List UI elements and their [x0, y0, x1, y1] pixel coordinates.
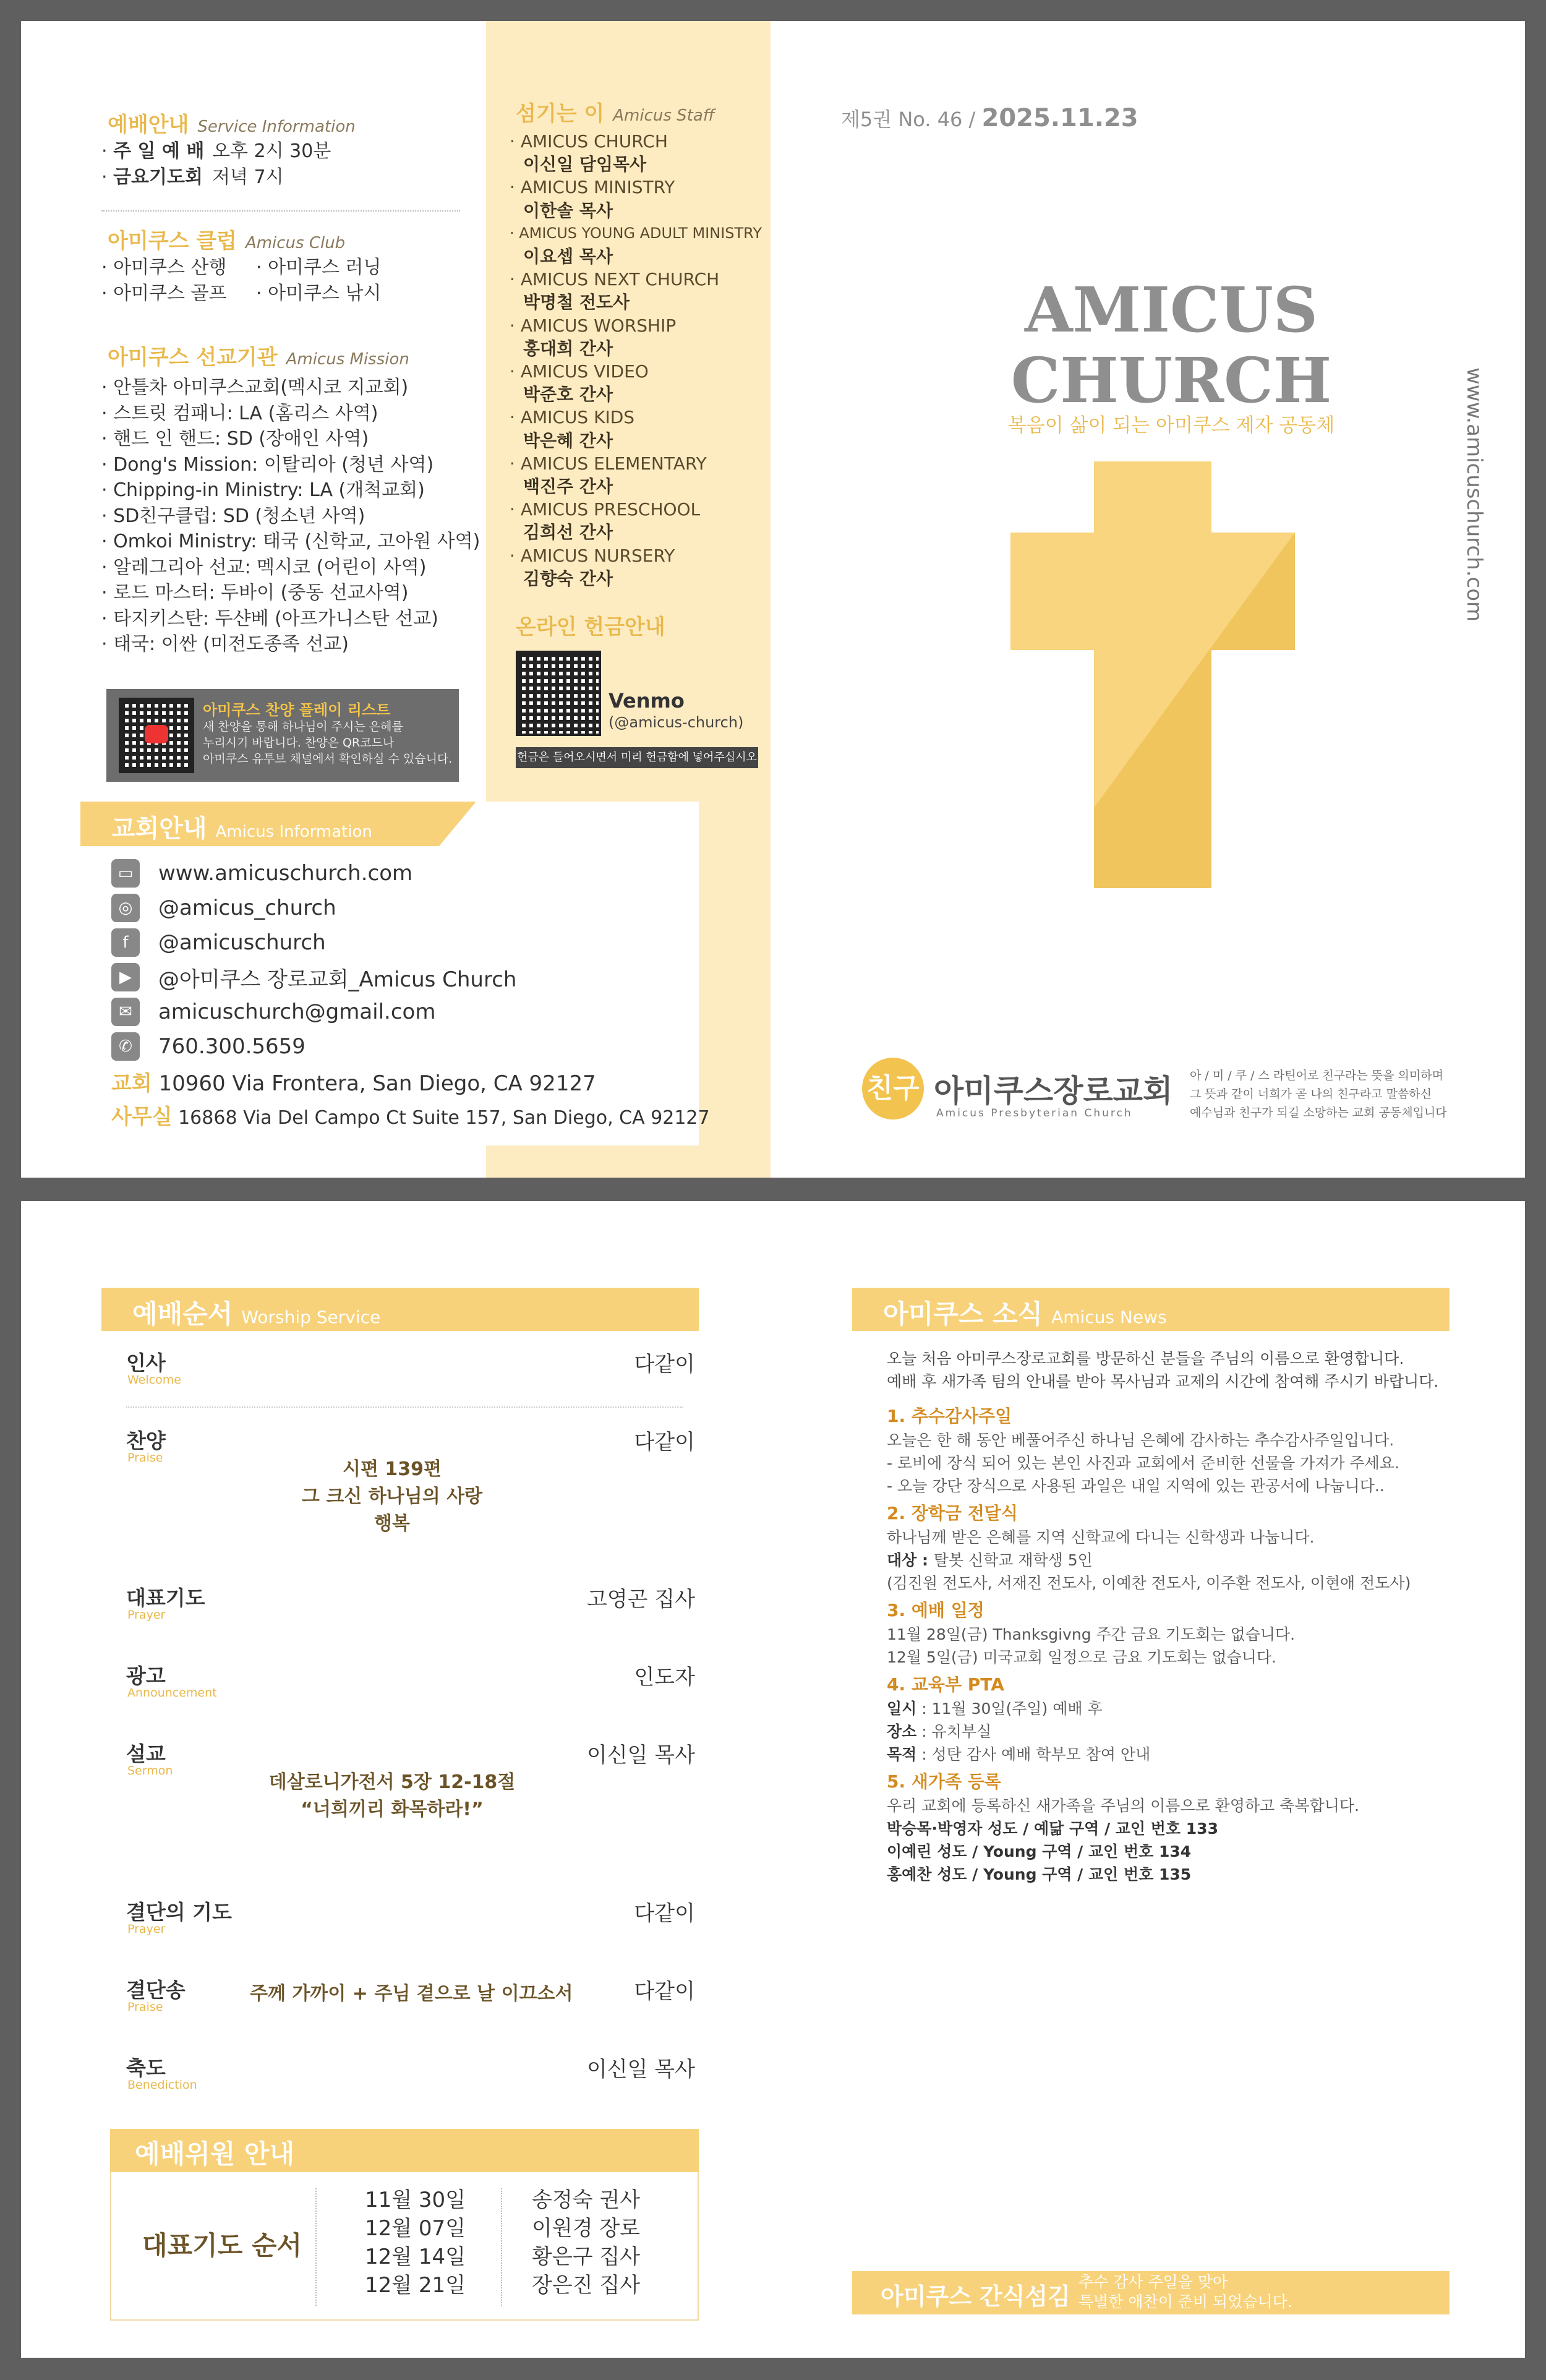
news-line: 12월 5일(금) 미국교회 일정으로 금요 기도회는 없습니다. [887, 1648, 1277, 1666]
staff-role: · AMICUS WORSHIP [510, 315, 677, 336]
news-line: 대상 : 탈봇 신학교 재학생 5인 [887, 1551, 1093, 1569]
news-line: - 오늘 강단 장식으로 사용된 과일은 내일 지역에 있는 관공서에 나눕니다.. [887, 1477, 1385, 1495]
mission-item: · Dong's Mission: 이탈리아 (청년 사역) [101, 452, 480, 478]
divider [126, 1406, 683, 1408]
news-heading: 5. 새가족 등록 [887, 1771, 1001, 1792]
worship-order: 인사 Welcome 다같이 찬양 Praise 다같이 시편 139편 그 크신 하나님의 사랑 행복 대표기도 Prayer 고영곤 집사 광고 Announcement 인도자 설교 Sermon 이신일 목사 데살로니가전서 5장 12-18절 “너희끼리 화목하라!” 결단의 기도 Prayer 다같이 결단송 Praise 다같이 주께 가까이 + 주님 곁으로 날 이끄소서 축도 Benediction 이신일 목사 [126, 1351, 695, 2092]
news-heading: 4. 교육부 PTA [887, 1674, 1004, 1695]
bulletin-outer-page [21, 21, 1525, 1178]
mission-item: · 스트릿 컴패니: LA (홈리스 사역) [101, 401, 480, 427]
offering-title: 온라인 헌금안내 [516, 615, 665, 640]
snack-title: 아미쿠스 간식섬김 [881, 2283, 1070, 2310]
committee-box [110, 2172, 699, 2321]
youtube-icon: ▶ [111, 963, 140, 991]
mail-icon: ✉ [111, 998, 140, 1026]
mission-item: · 안틀차 아미쿠스교회(멕시코 지교회) [101, 375, 480, 401]
issue-info: 제5권 No. 46 / 2025.11.23 [841, 104, 1138, 132]
staff-list [510, 130, 762, 590]
staff-role: · AMICUS NEXT CHURCH [510, 269, 720, 290]
staff-name: 김희선 간사 [523, 522, 613, 543]
news-line: 오늘은 한 해 동안 베풀어주신 하나님 은혜에 감사하는 추수감사주일입니다. [887, 1431, 1394, 1449]
website-row[interactable]: ▭ www.amicuschurch.com [111, 856, 516, 891]
news-line: 이예린 성도 / Young 구역 / 교인 번호 134 [887, 1843, 1192, 1860]
office-address: 사무실 16868 Via Del Campo Ct Suite 157, San Diego, CA 92127 [111, 1105, 710, 1129]
club-item: · 아미쿠스 낚시 [256, 281, 382, 307]
staff-role: · AMICUS YOUNG ADULT MINISTRY [510, 224, 762, 242]
staff-role: · AMICUS MINISTRY [510, 177, 675, 198]
mission-item: · 태국: 이싼 (미전도종족 선교) [101, 631, 480, 657]
snack-text: 추수 감사 주일을 맞아 특별한 애찬이 준비 되었습니다. [1078, 2273, 1292, 2311]
club-item: · 아미쿠스 산행 [101, 255, 256, 281]
mission-item: · 로드 마스터: 두바이 (중동 선교사역) [101, 580, 480, 606]
staff-name: 박명철 전도사 [523, 292, 630, 313]
staff-name: 백진주 간사 [523, 476, 613, 497]
staff-title: 섬기는 이 Amicus Staff [516, 101, 715, 126]
staff-name: 홍대희 간사 [523, 338, 613, 359]
logo-icon: 친구 [862, 1058, 924, 1119]
staff-name: 박준호 간사 [523, 384, 613, 405]
venmo-qr-code[interactable] [516, 651, 601, 736]
church-info-list [111, 856, 516, 1064]
playlist-title: 아미쿠스 찬양 플레이 리스트 [203, 701, 391, 719]
news-title: 아미쿠스 소식 Amicus News [883, 1299, 1167, 1329]
instagram-icon: ◎ [111, 894, 140, 922]
bulletin-inner-page [21, 1201, 1525, 2358]
youtube-row[interactable]: ▶ @아미쿠스 장로교회_Amicus Church [111, 960, 516, 995]
service-row: · 주 일 예 배 오후 2시 30분 [101, 140, 331, 162]
club-list [101, 255, 448, 306]
news-intro: 오늘 처음 아미쿠스장로교회를 방문하신 분들을 주님의 이름으로 환영합니다. 예배 후 새가족 팀의 안내를 받아 목사님과 교제의 시간에 참여해 주시기 바랍니다. [887, 1350, 1439, 1390]
mission-title: 아미쿠스 선교기관 Amicus Mission [108, 345, 409, 370]
news-heading: 3. 예배 일정 [887, 1600, 984, 1620]
club-item: · 아미쿠스 골프 [101, 281, 256, 307]
news-line: 일시 : 11월 30일(주일) 예배 후 [887, 1700, 1103, 1718]
news-line: - 로비에 장식 되어 있는 본인 사진과 교회에서 준비한 선물을 가져가 주세요. [887, 1454, 1399, 1472]
service-info-list [101, 139, 331, 190]
church-tagline: 아 / 미 / 쿠 / 스 라틴어로 친구라는 뜻을 의미하며 그 뜻과 같이 너희가 곧 나의 친구라고 말씀하신 예수님과 친구가 되길 소망하는 교회 공동체입니다 [1190, 1069, 1447, 1119]
worship-title: 예배순서 Worship Service [132, 1299, 381, 1329]
staff-role: · AMICUS PRESCHOOL [510, 499, 701, 520]
mission-item: · 타지키스탄: 두샨베 (아프가니스탄 선교) [101, 606, 480, 632]
service-info-title: 예배안내 Service Information [108, 113, 356, 137]
church-address: 교회 10960 Via Frontera, San Diego, CA 92127 [111, 1071, 596, 1096]
committee-names: 송정숙 권사 이원경 장로 황은구 집사 장은진 집사 [532, 2188, 641, 2298]
logo-name: 아미쿠스장로교회 [934, 1073, 1173, 1109]
staff-role: · AMICUS KIDS [510, 407, 635, 428]
service-row: · 금요기도회 저녁 7시 [101, 166, 284, 188]
venmo-handle: (@amicus-church) [609, 714, 744, 731]
facebook-icon: f [111, 928, 140, 957]
news-line: 장소 : 유치부실 [887, 1723, 992, 1740]
mission-item: · 핸드 인 핸드: SD (장애인 사역) [101, 426, 480, 452]
mission-item: · Omkoi Ministry: 태국 (신학교, 고아원 사역) [101, 529, 480, 555]
logo-name-en: Amicus Presbyterian Church [936, 1107, 1133, 1119]
news-line: (김진원 전도사, 서재진 전도사, 이예찬 전도사, 이주환 전도사, 이현애 전도사) [887, 1574, 1411, 1592]
facebook-row[interactable]: f @amicuschurch [111, 925, 516, 960]
church-subtitle: 복음이 삶이 되는 아미쿠스 제자 공동체 [1007, 414, 1335, 437]
youtube-icon [145, 725, 168, 743]
church-title: AMICUS CHURCH [1010, 273, 1332, 417]
church-info-title: 교회안내 Amicus Information [111, 815, 372, 843]
club-item: · 아미쿠스 러닝 [256, 255, 382, 281]
committee-title: 예배위원 안내 [135, 2139, 295, 2169]
venmo-label: Venmo [609, 689, 685, 713]
committee-label: 대표기도 순서 [142, 2230, 302, 2261]
instagram-row[interactable]: ◎ @amicus_church [111, 891, 516, 925]
club-title: 아미쿠스 클럽 Amicus Club [108, 229, 346, 254]
committee-dates: 11월 30일 12월 07일 12월 14일 12월 21일 [365, 2188, 466, 2298]
phone-icon: ✆ [111, 1032, 140, 1061]
email-row[interactable]: ✉ amicuschurch@gmail.com [111, 995, 516, 1029]
offering-note: 헌금은 들어오시면서 미리 헌금함에 넣어주십시오 [516, 747, 758, 768]
mission-item: · 알레그리아 선교: 멕시코 (어린이 사역) [101, 555, 480, 581]
divider [101, 210, 460, 212]
staff-name: 이한솔 목사 [523, 200, 613, 221]
news-heading: 2. 장학금 전달식 [887, 1503, 1018, 1523]
staff-name: 이신일 담임목사 [523, 154, 647, 175]
news-line: 목적 : 성탄 감사 예배 학부모 참여 안내 [887, 1745, 1151, 1763]
laptop-icon: ▭ [111, 859, 140, 888]
staff-name: 김향숙 간사 [523, 568, 613, 589]
vertical-url: www.amicuschurch.com [1462, 367, 1487, 622]
divider [501, 2188, 502, 2306]
playlist-text: 새 찬양을 통해 하나님이 주시는 은혜를 누리시기 바랍니다. 찬양은 QR코드나 아미쿠스 유투브 채널에서 확인하실 수 있습니다. [203, 720, 453, 766]
staff-role: · AMICUS ELEMENTARY [510, 453, 707, 474]
news-body [887, 1347, 1443, 1886]
news-line: 11월 28일(금) Thanksgivng 주간 금요 기도회는 없습니다. [887, 1625, 1296, 1643]
news-heading: 1. 추수감사주일 [887, 1406, 1012, 1426]
divider [315, 2188, 317, 2306]
staff-name: 이요셉 목사 [523, 246, 613, 267]
mission-item: · Chipping-in Ministry: LA (개척교회) [101, 477, 480, 503]
news-line: 박승목·박영자 성도 / 예닮 구역 / 교인 번호 133 [887, 1820, 1218, 1838]
staff-name: 박은혜 간사 [523, 430, 613, 451]
playlist-box[interactable] [106, 689, 459, 782]
staff-role: · AMICUS CHURCH [510, 131, 668, 152]
mission-list [101, 375, 480, 657]
staff-role: · AMICUS VIDEO [510, 361, 649, 382]
news-line: 하나님께 받은 은혜를 지역 신학교에 다니는 신학생과 나눕니다. [887, 1528, 1315, 1546]
news-line: 홍예찬 성도 / Young 구역 / 교인 번호 135 [887, 1865, 1192, 1883]
staff-role: · AMICUS NURSERY [510, 545, 675, 566]
news-line: 우리 교회에 등록하신 새가족을 주님의 이름으로 환영하고 축복합니다. [887, 1797, 1359, 1815]
cross-icon [1010, 461, 1295, 888]
mission-item: · SD친구클럽: SD (청소년 사역) [101, 503, 480, 529]
phone-row[interactable]: ✆ 760.300.5659 [111, 1029, 516, 1064]
